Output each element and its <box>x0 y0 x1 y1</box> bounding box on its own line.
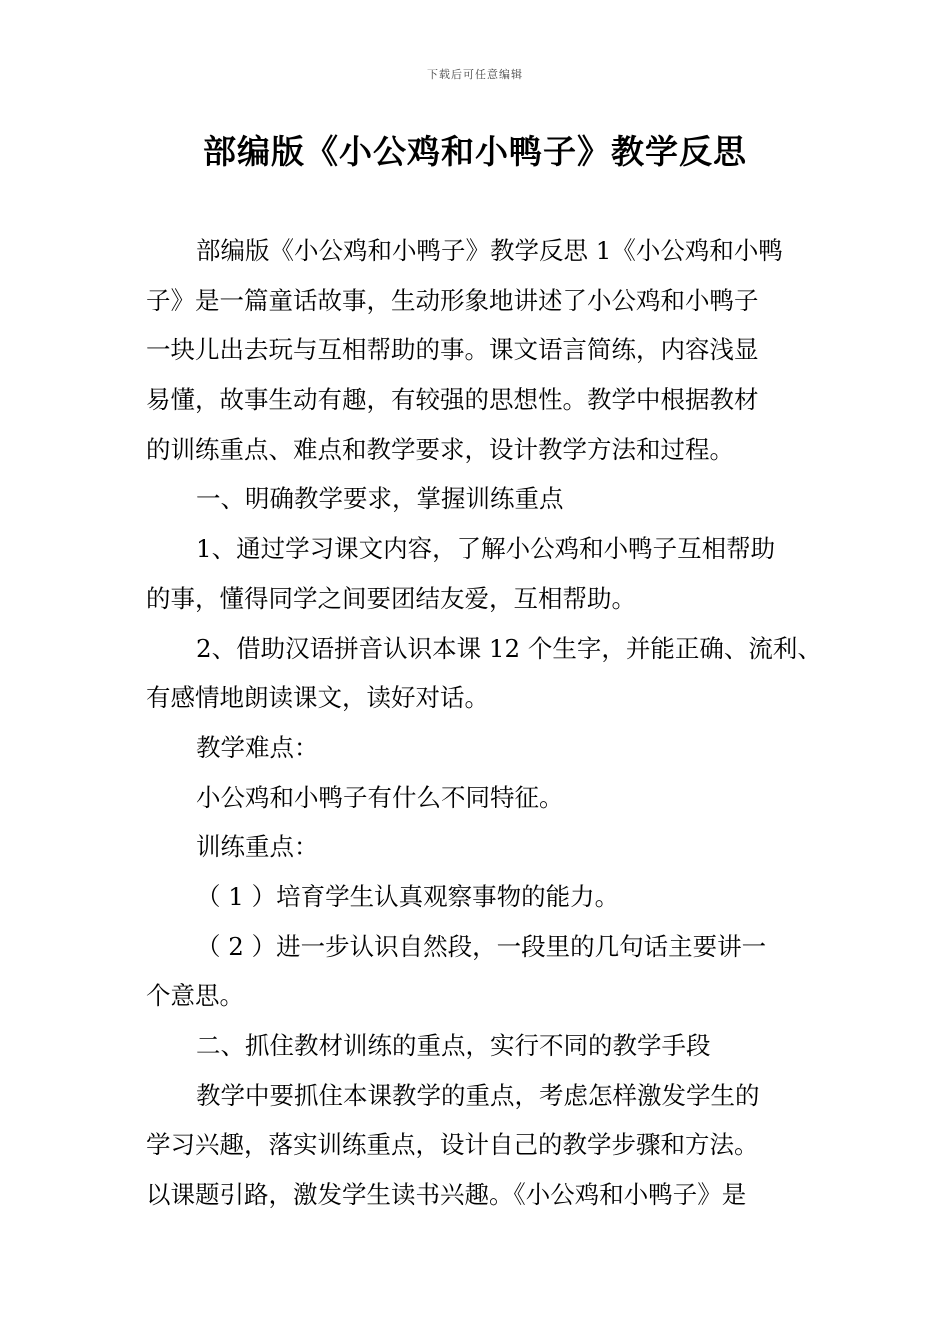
paragraph-line: 以课题引路，激发学生读书兴趣。《小公鸡和小鸭子》是 <box>146 1180 747 1210</box>
section-heading: 二、抓住教材训练的重点，实行不同的教学手段 <box>196 1031 711 1060</box>
document-body <box>146 226 822 1220</box>
paragraph-line: 小公鸡和小鸭子有什么不同特征。 <box>196 782 564 812</box>
header-note: 下载后可任意编辑 <box>427 68 523 81</box>
paragraph-line: 教学中要抓住本课教学的重点，考虑怎样激发学生的 <box>196 1080 760 1110</box>
paragraph-line: 2、借助汉语拼音认识本课 12 个生字，并能正确、流利、 <box>196 633 822 663</box>
paragraph-line: 个意思。 <box>146 981 244 1011</box>
paragraph-line: 易懂，故事生动有趣，有较强的思想性。教学中根据教材 <box>146 385 759 415</box>
section-heading: 一、明确教学要求，掌握训练重点 <box>196 484 564 514</box>
subheading: 训练重点： <box>196 832 319 862</box>
paragraph-line: 子》是一篇童话故事，生动形象地讲述了小公鸡和小鸭子 <box>146 285 759 315</box>
list-item: （ 2 ）进一步认识自然段，一段里的几句话主要讲一 <box>196 931 767 961</box>
paragraph-line: 学习兴趣，落实训练重点，设计自己的教学步骤和方法。 <box>146 1130 759 1160</box>
paragraph-line: 有感情地朗读课文，读好对话。 <box>146 683 489 713</box>
list-item: （ 1 ）培育学生认真观察事物的能力。 <box>196 881 620 911</box>
paragraph-line: 一块儿出去玩与互相帮助的事。课文语言简练，内容浅显 <box>146 335 759 365</box>
paragraph-line: 的训练重点、难点和教学要求，设计教学方法和过程。 <box>146 434 734 464</box>
document-title: 部编版《小公鸡和小鸭子》教学反思 <box>203 132 747 171</box>
paragraph-line: 1、通过学习课文内容，了解小公鸡和小鸭子互相帮助 <box>196 534 776 564</box>
subheading: 教学难点： <box>196 732 319 762</box>
paragraph-line: 的事，懂得同学之间要团结友爱，互相帮助。 <box>146 583 636 613</box>
paragraph-line: 部编版《小公鸡和小鸭子》教学反思 1《小公鸡和小鸭 <box>196 236 783 265</box>
